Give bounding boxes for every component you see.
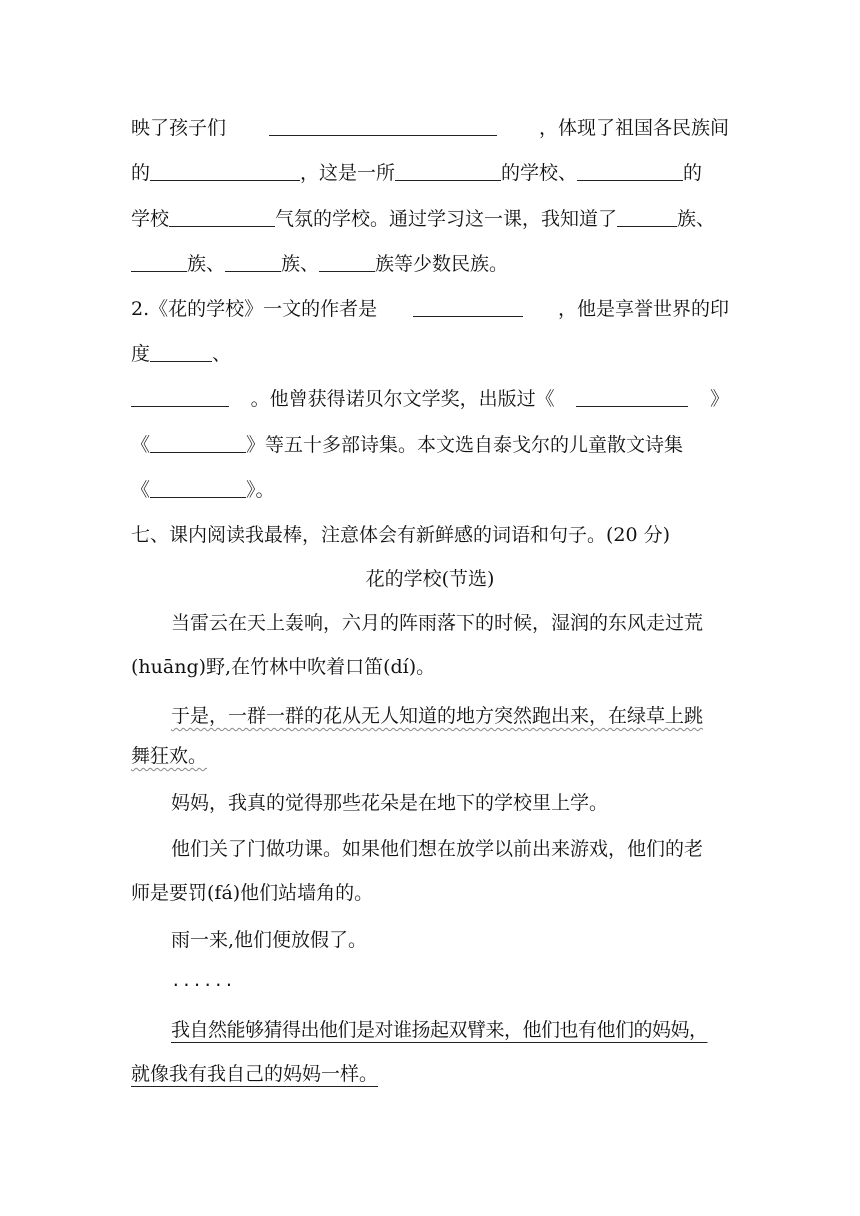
answer-blank[interactable] [395, 160, 501, 181]
answer-blank[interactable] [150, 341, 212, 362]
question-2-line-4 [131, 432, 683, 458]
fill-text: 族等少数民族。 [375, 253, 509, 275]
passage-paragraph-4-cont: 师是要罚(fá)他们站墙角的。 [131, 882, 374, 904]
passage-paragraph-2-cont: 舞狂欢。 [131, 745, 208, 767]
answer-blank[interactable] [577, 160, 683, 181]
passage-paragraph-4: 他们关了门做功课。如果他们想在放学以前出来游戏，他们的老 [171, 838, 704, 860]
section-heading: 七、课内阅读我最棒，注意体会有新鲜感的词语和句子。(20 分) [131, 524, 671, 546]
question-2-line-1 [131, 296, 729, 322]
answer-blank[interactable] [169, 206, 275, 227]
answer-blank[interactable] [269, 115, 497, 136]
answer-blank[interactable] [617, 206, 677, 227]
fill-line-1 [131, 115, 729, 141]
answer-blank[interactable] [413, 296, 523, 317]
fill-line-4 [131, 251, 508, 277]
passage-paragraph-1: 当雷云在天上轰响，六月的阵雨落下的时候，湿润的东风走过荒 [171, 612, 704, 634]
passage-title: 花的学校(节选) [365, 568, 495, 590]
ellipsis: ...... [171, 971, 235, 990]
fill-text: 的学校、 [501, 162, 578, 184]
question-text: 《 [131, 479, 151, 501]
passage-paragraph-6-cont: 就像我有我自己的妈妈一样。 [131, 1063, 379, 1085]
fill-line-2 [131, 160, 702, 186]
question-text: 、 [212, 343, 232, 365]
question-text: 度 [131, 343, 151, 365]
answer-blank[interactable] [131, 251, 187, 272]
question-2-line-2 [131, 341, 231, 367]
question-text: 》 [709, 388, 729, 410]
passage-paragraph-3: 妈妈，我真的觉得那些花朵是在地下的学校里上学。 [171, 792, 609, 814]
fill-text: ，体现了祖国各民族间 [538, 117, 729, 139]
passage-paragraph-2: 于是，一群一群的花从无人知道的地方突然跑出来，在绿草上跳 [171, 705, 704, 727]
fill-text: ，这是一所 [300, 162, 396, 184]
question-text: 《 [131, 434, 151, 456]
fill-line-3 [131, 206, 715, 232]
fill-text: 族、 [677, 208, 716, 230]
question-text: 2.《花的学校》一文的作者是 [131, 298, 378, 320]
answer-blank[interactable] [576, 386, 688, 407]
fill-text: 学校 [131, 208, 170, 230]
answer-blank[interactable] [150, 160, 300, 181]
answer-blank[interactable] [319, 251, 375, 272]
fill-text: 的 [683, 162, 703, 184]
passage-paragraph-6: 我自然能够猜得出他们是对谁扬起双臂来，他们也有他们的妈妈， [171, 1019, 708, 1041]
question-text: ，他是享誉世界的印 [557, 298, 729, 320]
answer-blank[interactable] [150, 432, 246, 453]
answer-blank[interactable] [225, 251, 281, 272]
answer-blank[interactable] [150, 477, 246, 498]
fill-text: 气氛的学校。通过学习这一课，我知道了 [275, 208, 618, 230]
fill-text: 映了孩子们 [131, 117, 227, 139]
passage-paragraph-1-cont: (huāng)野,在竹林中吹着口笛(dí)。 [131, 656, 436, 678]
question-text: 。他曾获得诺贝尔文学奖，出版过《 [250, 388, 555, 410]
question-2-line-5 [131, 477, 275, 503]
fill-text: 族、 [187, 253, 226, 275]
question-2-line-3 [131, 386, 729, 412]
fill-text: 族、 [281, 253, 320, 275]
passage-paragraph-5: 雨一来,他们便放假了。 [171, 929, 368, 951]
question-text: 》。 [246, 479, 275, 501]
answer-blank[interactable] [131, 386, 229, 407]
fill-text: 的 [131, 162, 151, 184]
question-text: 》等五十多部诗集。本文选自泰戈尔的儿童散文诗集 [246, 434, 684, 456]
